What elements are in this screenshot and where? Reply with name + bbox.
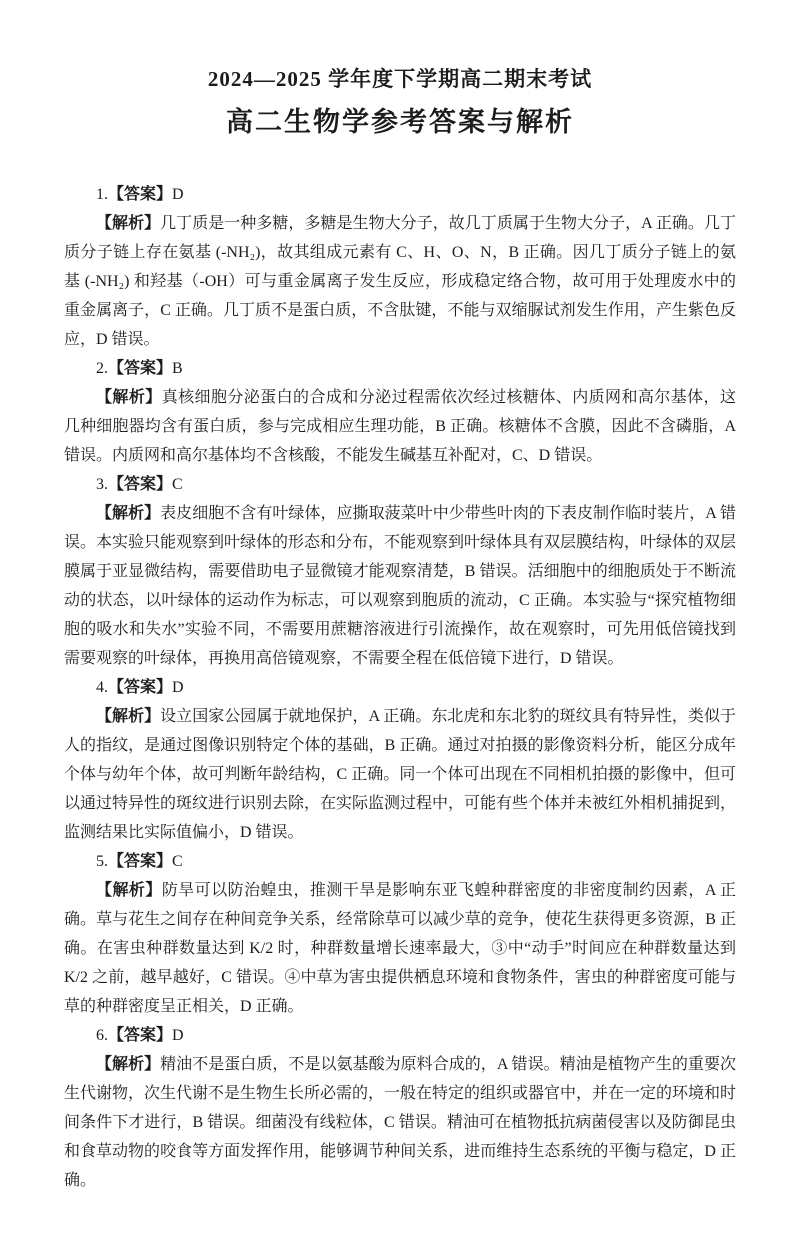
analysis-text: 表皮细胞不含有叶绿体，应撕取菠菜叶中少带些叶肉的下表皮制作临时装片，A 错误。本实验只能观察到叶绿体的形态和分布，不能观察到叶绿体具有双层膜结构，叶绿体的双层膜属于亚显微结构，需要借助电子显微镜才能观察清楚，B 错误。活细胞中的细胞质处于不断流动的状态，以叶绿体的运动作为标志，可以观察到胞质的流动，C 正确。本实验与“探究植物细胞的吸水和失水”实验不同，不需要用蔗糖溶液进行引流操作，故在观察时，可先用低倍镜找到需要观察的叶绿体，再换用高倍镜观察，不需要全程在低倍镜下进行，D 错误。 (64, 505, 737, 668)
question-number: 2. (96, 360, 108, 378)
answer-line (64, 354, 736, 383)
analysis-paragraph (64, 702, 736, 847)
analysis-paragraph (64, 876, 736, 1021)
exam-session-title: 2024—2025 学年度下学期高二期末考试 (207, 67, 593, 91)
analysis-label: 【解析】 (96, 389, 162, 407)
analysis-paragraph (64, 499, 736, 673)
answer-item-1 (64, 180, 736, 354)
analysis-label: 【解析】 (96, 1056, 161, 1074)
analysis-text: 几丁质是一种多糖，多糖是生物大分子，故几丁质属于生物大分子，A 正确。几丁质分子链上存在氨基 (-NH₂)，故其组成元素有 C、H、O、N，B 正确。因几丁质分子链上的氨基 (-NH₂) 和羟基（-OH）可与重金属离子发生反应，形成稳定络合物，故可用于处理废水中的重金属离子，C 正确。几丁质不是蛋白质，不含肽键，不能与双缩脲试剂发生作用，产生紫色反应，D 错误。 (64, 215, 736, 349)
analysis-text: 防旱可以防治蝗虫，推测干旱是影响东亚飞蝗种群密度的非密度制约因素，A 正确。草与花生之间存在种间竞争关系，经常除草可以减少草的竞争，使花生获得更多资源，B 正确。在害虫种群数量达到 K/2 时，种群数量增长速率最大，③中“动手”时间应在种群数量达到 K/2 之前，越早越好，C 错误。④中草为害虫提供栖息环境和食物条件，害虫的种群密度可能与草的种群密度呈正相关，D 正确。 (64, 882, 736, 1016)
analysis-paragraph (64, 209, 736, 354)
answer-item-6 (64, 1021, 736, 1195)
analysis-label: 【解析】 (96, 505, 161, 523)
answer-letter: C (172, 476, 183, 494)
answer-line (64, 847, 736, 876)
answer-letter: D (172, 1027, 184, 1045)
answer-item-2 (64, 354, 736, 470)
answer-label: 【答案】 (108, 476, 173, 494)
analysis-text: 精油不是蛋白质，不是以氨基酸为原料合成的，A 错误。精油是植物产生的重要次生代谢物，次生代谢不是生物生长所必需的，一般在特定的组织或器官中，并在一定的环境和时间条件下才进行，B 错误。细菌没有线粒体，C 错误。精油可在植物抵抗病菌侵害以及防御昆虫和食草动物的咬食等方面发挥作用，能够调节种间关系，进而维持生态系统的平衡与稳定，D 正确。 (64, 1056, 737, 1190)
analysis-text: 设立国家公园属于就地保护，A 正确。东北虎和东北豹的斑纹具有特异性，类似于人的指纹，是通过图像识别特定个体的基础，B 正确。通过对拍摄的影像资料分析，能区分成年个体与幼年个体，故可判断年龄结构，C 正确。同一个体可出现在不同相机拍摄的影像中，但可以通过特异性的斑纹进行识别去除，在实际监测过程中，可能有些个体并未被红外相机捕捉到，监测结果比实际值偏小，D 错误。 (64, 708, 737, 842)
answer-label: 【答案】 (108, 360, 173, 378)
answer-letter: D (172, 679, 184, 697)
analysis-label: 【解析】 (96, 708, 161, 726)
answer-letter: D (172, 186, 184, 204)
analysis-paragraph (64, 1050, 736, 1195)
question-number: 5. (96, 853, 108, 871)
answer-line (64, 673, 736, 702)
answer-line (64, 1021, 736, 1050)
answer-letter: B (172, 360, 183, 378)
question-number: 4. (96, 679, 108, 697)
analysis-text: 真核细胞分泌蛋白的合成和分泌过程需依次经过核糖体、内质网和高尔基体，这几种细胞器均含有蛋白质，参与完成相应生理功能，B 正确。核糖体不含膜，因此不含磷脂，A 错误。内质网和高尔基体均不含核酸，不能发生碱基互补配对，C、D 错误。 (64, 389, 736, 465)
question-number: 3. (96, 476, 108, 494)
analysis-label: 【解析】 (96, 882, 162, 900)
question-number: 1. (96, 186, 108, 204)
answer-letter: C (172, 853, 183, 871)
answer-label: 【答案】 (108, 1027, 173, 1045)
question-number: 6. (96, 1027, 108, 1045)
analysis-label: 【解析】 (96, 215, 161, 233)
document-title: 高二生物学参考答案与解析 (226, 107, 574, 138)
answers-content (64, 180, 736, 1195)
analysis-paragraph (64, 383, 736, 470)
answer-label: 【答案】 (108, 853, 173, 871)
answer-line (64, 180, 736, 209)
answer-line (64, 470, 736, 499)
answer-label: 【答案】 (108, 186, 173, 204)
answer-item-5 (64, 847, 736, 1021)
answer-item-4 (64, 673, 736, 847)
answer-label: 【答案】 (108, 679, 173, 697)
answer-item-3 (64, 470, 736, 673)
